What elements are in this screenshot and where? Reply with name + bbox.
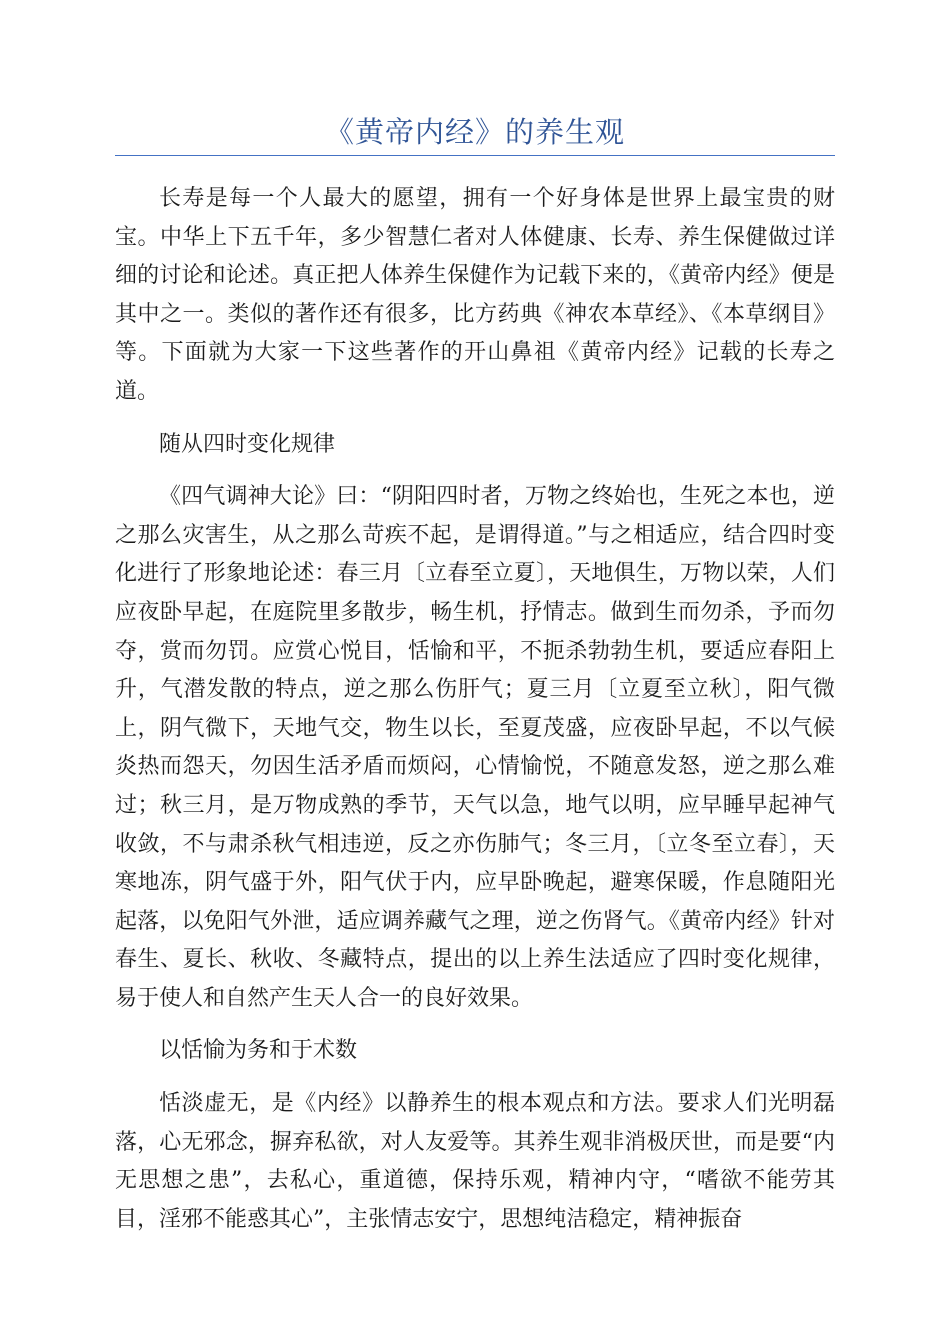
paragraph-tranquility: 恬淡虚无，是《内经》以静养生的根本观点和方法。要求人们光明磊落，心无邪念，摒弃私欲，对人友爱等。其养生观非消极厌世，而是要“内无思想之患”，去私心，重道德，保持乐观，精神内守，“嗜欲不能劳其目，淫邪不能惑其心”，主张情志安宁，思想纯洁稳定，精神振奋 [115, 1091, 835, 1232]
paragraph-intro: 长寿是每一个人最大的愿望，拥有一个好身体是世界上最宝贵的财宝。中华上下五千年，多少智慧仁者对人体健康、长寿、养生保健做过详细的讨论和论述。真正把人体养生保健作为记载下来的，《黄帝内经》便是其中之一。类似的著作还有很多，比方药典《神农本草经》、《本草纲目》等。下面就为大家一下这些著作的开山鼻祖《黄帝内经》记载的长寿之道。 [115, 186, 835, 404]
section-heading-tranquility: 以恬愉为务和于术数 [159, 1038, 358, 1064]
document-title: 《黄帝内经》的养生观 [324, 115, 625, 149]
section-heading-seasons: 随从四时变化规律 [159, 431, 336, 457]
document-body [115, 180, 835, 1253]
paragraph-seasons: 《四气调神大论》曰：“阴阳四时者，万物之终始也，生死之本也，逆之那么灾害生，从之那么苛疾不起，是谓得道。”与之相适应，结合四时变化进行了形象地论述：春三月〔立春至立夏〕，天地俱生，万物以荣，人们应夜卧早起，在庭院里多散步，畅生机，抒情志。做到生而勿杀，予而勿夺，赏而勿罚。应赏心悦目，恬愉和平，不扼杀勃勃生机，要适应春阳上升，气潜发散的特点，逆之那么伤肝气；夏三月〔立夏至立秋〕，阳气微上，阴气微下，天地气交，物生以长，至夏茂盛，应夜卧早起，不以气候炎热而怨天，勿因生活矛盾而烦闷，心情愉悦，不随意发怒，逆之那么难过；秋三月，是万物成熟的季节，天气以急，地气以明，应早睡早起神气收敛，不与肃杀秋气相违逆，反之亦伤肺气；冬三月，〔立冬至立春〕，天寒地冻，阴气盛于外，阳气伏于内，应早卧晚起，避寒保暖，作息随阳光起落，以免阳气外泄，适应调养藏气之理，逆之伤肾气。《黄帝内经》针对春生、夏长、秋收、冬藏特点，提出的以上养生法适应了四时变化规律，易于使人和自然产生天人合一的良好效果。 [115, 484, 835, 1011]
title-underline [115, 155, 835, 156]
